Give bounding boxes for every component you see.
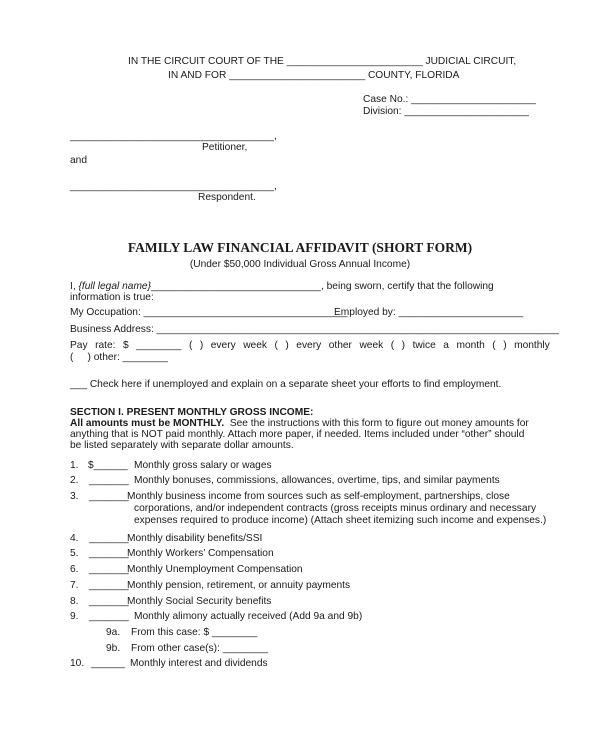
sub-item-label: From other case(s): ________ bbox=[131, 643, 269, 654]
section1-instructions-line2: anything that is NOT paid monthly. Attach more paper, if needed. Items included under “other” should bbox=[70, 429, 525, 440]
section1-heading: SECTION I. PRESENT MONTHLY GROSS INCOME: bbox=[70, 407, 314, 418]
unemployed-check-line: ___ Check here if unemployed and explain on a separate sheet your efforts to find employment. bbox=[70, 379, 502, 390]
item-amount-blank: $______ bbox=[88, 460, 128, 471]
i-prefix: I, bbox=[70, 281, 79, 292]
item-amount-blank: _______ bbox=[89, 596, 129, 607]
item-amount-blank: _______ bbox=[89, 564, 129, 575]
item-number: 10. bbox=[70, 658, 85, 669]
pay-rate-line: Pay rate: $ ________ ( ) every week ( ) every other week ( ) twice a month ( ) monthly bbox=[70, 340, 550, 351]
respondent-blank: ____________________________________, bbox=[70, 181, 277, 192]
intro-line2: information is true: bbox=[70, 292, 154, 303]
item-amount-blank: _______ bbox=[89, 580, 129, 591]
item-number: 6. bbox=[70, 564, 79, 575]
item-label: Monthly bonuses, commissions, allowances, overtime, tips, and similar payments bbox=[134, 475, 500, 486]
item-label: Monthly gross salary or wages bbox=[134, 460, 272, 471]
respondent-label: Respondent. bbox=[198, 192, 256, 203]
item-label: Monthly business income from sources such as self-employment, partnerships, close bbox=[127, 491, 510, 502]
item-amount-blank: _______ bbox=[89, 533, 129, 544]
item-amount-blank: _______ bbox=[89, 475, 129, 486]
item-label: Monthly interest and dividends bbox=[130, 658, 268, 669]
item-number: 9. bbox=[70, 611, 79, 622]
court-header-line1: IN THE CIRCUIT COURT OF THE ________________________ JUDICIAL CIRCUIT, bbox=[128, 56, 517, 67]
item-label: Monthly Social Security benefits bbox=[127, 596, 272, 607]
intro-line1 bbox=[70, 281, 494, 292]
item-number: 3. bbox=[70, 491, 79, 502]
item-label: Monthly Unemployment Compensation bbox=[127, 564, 303, 575]
and-label: and bbox=[70, 155, 87, 166]
name-blank: ______________________________ bbox=[151, 281, 321, 292]
item-label-continued: expenses required to produce income) (Attach sheet itemizing such income and expenses.) bbox=[134, 515, 547, 526]
item-label: Monthly Workers’ Compensation bbox=[127, 548, 274, 559]
item-amount-blank: _______ bbox=[89, 491, 129, 502]
item-number: 1. bbox=[70, 460, 79, 471]
occupation-field: My Occupation: ____________________________________ bbox=[70, 307, 348, 318]
section1-instructions-line3: be listed separately with separate dollar amounts. bbox=[70, 440, 294, 451]
item-number: 5. bbox=[70, 548, 79, 559]
form-subtitle: (Under $50,000 Individual Gross Annual Income) bbox=[189, 259, 411, 270]
petitioner-blank: ____________________________________, bbox=[70, 131, 277, 142]
case-number-field: Case No.: ______________________ bbox=[363, 94, 536, 105]
item-amount-blank: _______ bbox=[89, 548, 129, 559]
form-title: FAMILY LAW FINANCIAL AFFIDAVIT (SHORT FORM) bbox=[127, 240, 473, 255]
court-header-line2: IN AND FOR ________________________ COUNTY, FLORIDA bbox=[168, 70, 460, 81]
item-label: Monthly disability benefits/SSI bbox=[127, 533, 263, 544]
employer-field: Employed by: ______________________ bbox=[334, 307, 524, 318]
item-amount-blank: _______ bbox=[89, 611, 129, 622]
business-address-field: Business Address: _______________________________________________________________________ bbox=[70, 324, 559, 335]
item-label: Monthly pension, retirement, or annuity payments bbox=[127, 580, 351, 591]
division-field: Division: ______________________ bbox=[363, 106, 529, 117]
full-legal-name-hint: {full legal name} bbox=[78, 281, 151, 292]
sub-item-label: From this case: $ ________ bbox=[131, 627, 258, 638]
item-label-continued: corporations, and/or independent contracts (gross receipts minus ordinary and necessary bbox=[134, 503, 537, 514]
sub-item-number: 9b. bbox=[106, 643, 121, 654]
item-number: 8. bbox=[70, 596, 79, 607]
pay-other-field: ( ) other: ________ bbox=[70, 352, 168, 363]
item-number: 2. bbox=[70, 475, 79, 486]
item-label: Monthly alimony actually received (Add 9a and 9b) bbox=[134, 611, 363, 622]
petitioner-label: Petitioner, bbox=[202, 142, 248, 153]
sworn-text: , being sworn, certify that the following bbox=[320, 281, 494, 292]
section1-instructions-line1: All amounts must be MONTHLY. See the instructions with this form to figure out money amounts for bbox=[70, 418, 529, 429]
item-number: 4. bbox=[70, 533, 79, 544]
sub-item-number: 9a. bbox=[106, 627, 121, 638]
item-number: 7. bbox=[70, 580, 79, 591]
item-amount-blank: ______ bbox=[91, 658, 125, 669]
